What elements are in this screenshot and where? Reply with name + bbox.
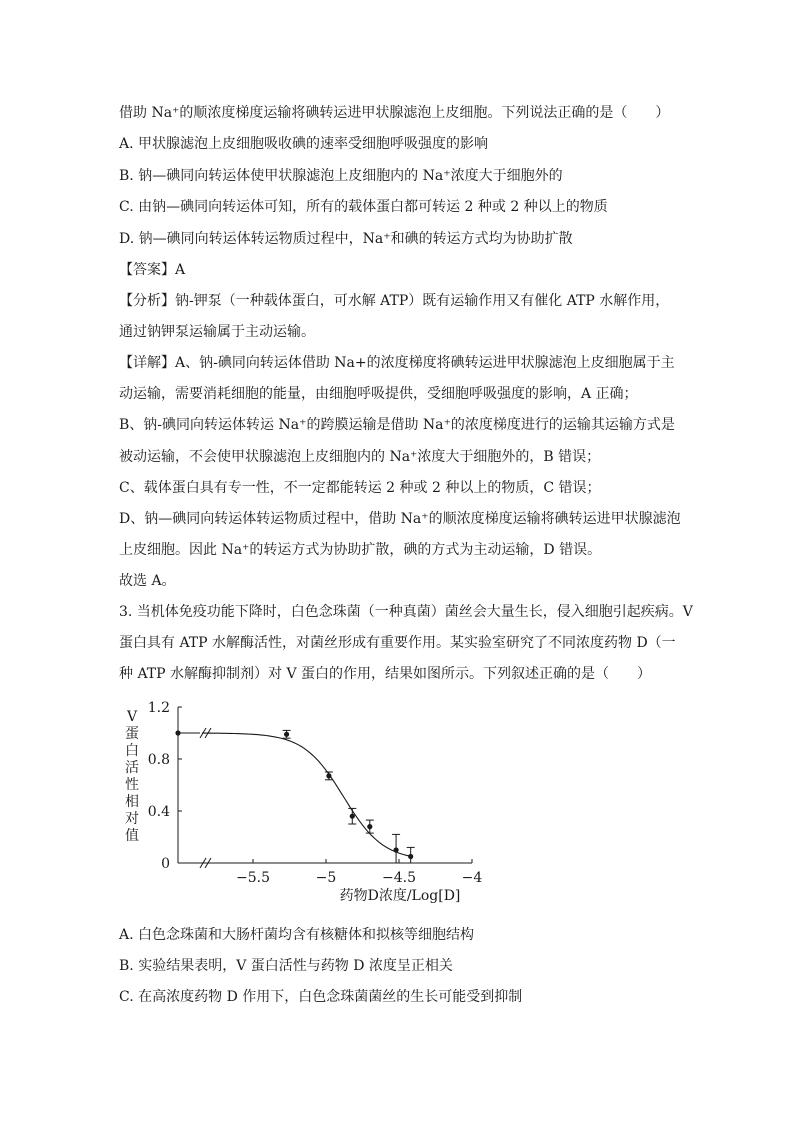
question-line: 3. 当机体免疫功能下降时，白色念珠菌（一种真菌）菌丝会大量生长，侵入细胞引起疾病。V: [119, 604, 693, 620]
y-tick-label: 1.2: [147, 700, 170, 716]
data-point: [350, 814, 355, 819]
y-axis-label-char: 相: [125, 794, 139, 810]
choice-line: 故选 A。: [119, 573, 176, 589]
y-axis-label-char: 性: [125, 777, 139, 793]
detail-line: 【详解】A、钠-碘同向转运体借助 Na+的浓度梯度将碘转运进甲状腺滤泡上皮细胞属于主: [119, 355, 675, 371]
y-axis-label: [125, 709, 139, 844]
option-c: C. 在高浓度药物 D 作用下，白色念珠菌菌丝的生长可能受到抑制: [119, 989, 523, 1005]
y-tick-label: 0: [161, 856, 170, 872]
chart-svg: [110, 697, 490, 917]
y-axis-label-char: 蛋: [125, 726, 139, 742]
detail-line: C、载体蛋白具有专一性，不一定都能转运 2 种或 2 种以上的物质，C 错误；: [119, 480, 601, 496]
detail-line: 动运输，需要消耗细胞的能量，由细胞呼吸提供，受细胞呼吸强度的影响，A 正确；: [119, 386, 638, 402]
x-tick-label: −5: [315, 870, 337, 886]
data-point: [367, 824, 372, 829]
question-line: 种 ATP 水解酶抑制剂）对 V 蛋白的作用，结果如图所示。下列叙述正确的是（ ）: [119, 666, 652, 682]
y-tick-label: 0.8: [147, 752, 170, 768]
detail-line: D、钠—碘同向转运体转运物质过程中，借助 Na⁺的顺浓度梯度运输将碘转运进甲状腺滤泡: [119, 511, 681, 527]
y-tick-label: 0.4: [147, 804, 170, 820]
option-c: C. 由钠—碘同向转运体可知，所有的载体蛋白都可转运 2 种或 2 种以上的物质: [119, 199, 608, 215]
answer-label: 【答案】A: [119, 262, 186, 278]
detail-line: B、钠-碘同向转运体转运 Na⁺的跨膜运输是借助 Na⁺的浓度梯度进行的运输其运输方式是: [119, 417, 675, 433]
question-line: 蛋白具有 ATP 水解酶活性，对菌丝形成有重要作用。某实验室研究了不同浓度药物 D（一: [119, 635, 676, 651]
y-ticks: [148, 700, 182, 872]
y-axis-label-char: 白: [125, 743, 139, 759]
option-d: D. 钠—碘同向转运体转运物质过程中，Na⁺和碘的转运方式均为协助扩散: [119, 231, 573, 247]
data-point: [326, 773, 331, 778]
option-b: B. 实验结果表明，V 蛋白活性与药物 D 浓度呈正相关: [119, 958, 453, 974]
analysis-line: 通过钠钾泵运输属于主动运输。: [119, 324, 315, 340]
dose-response-chart: [110, 697, 490, 917]
data-point: [393, 847, 398, 852]
option-a: A. 甲状腺滤泡上皮细胞吸收碘的速率受细胞呼吸强度的影响: [119, 136, 489, 152]
data-point: [284, 732, 289, 737]
x-tick-label: −4: [461, 870, 483, 886]
x-tick-label: −5.5: [236, 870, 270, 886]
fit-curve: [202, 733, 412, 857]
y-axis-label-char: 活: [125, 760, 139, 776]
y-axis-label-char: V: [126, 709, 138, 725]
data-points: [175, 730, 414, 863]
option-b: B. 钠—碘同向转运体使甲状腺滤泡上皮细胞内的 Na⁺浓度大于细胞外的: [119, 168, 563, 184]
data-point: [175, 730, 180, 735]
y-axis-label-char: 对: [125, 811, 139, 827]
detail-line: 上皮细胞。因此 Na⁺的转运方式为协助扩散，碘的方式为主动运输，D 错误。: [119, 542, 602, 558]
detail-line: 被动运输，不会使甲状腺滤泡上皮细胞内的 Na⁺浓度大于细胞外的，B 错误；: [119, 449, 601, 465]
data-point: [408, 854, 413, 859]
x-axis-label: 药物D浓度/Log[D]: [339, 888, 461, 904]
y-axis-label-char: 值: [125, 828, 139, 844]
analysis-line: 【分析】钠-钾泵（一种载体蛋白，可水解 ATP）既有运输作用又有催化 ATP 水解作用，: [119, 293, 670, 309]
text-line: 借助 Na⁺的顺浓度梯度运输将碘转运进甲状腺滤泡上皮细胞。下列说法正确的是（ ）: [119, 105, 670, 121]
x-tick-label: −4.5: [382, 870, 416, 886]
option-a: A. 白色念珠菌和大肠杆菌均含有核糖体和拟核等细胞结构: [119, 927, 475, 943]
